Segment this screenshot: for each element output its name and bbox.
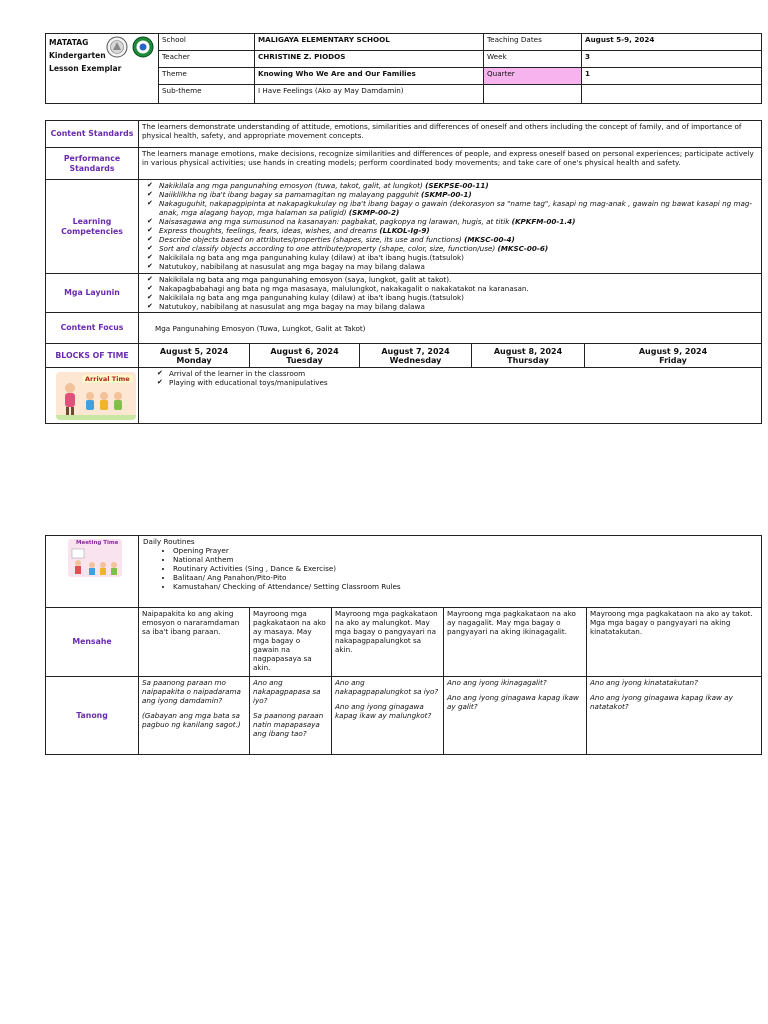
arrival-time-title: Arrival Time [82,375,133,383]
day-header-tuesday: August 6, 2024 Tuesday [250,344,360,368]
daily-routines-heading: Daily Routines [143,537,195,546]
school-value: MALIGAYA ELEMENTARY SCHOOL [255,34,484,51]
arrival-item: ✔ Playing with educational toys/manipulatives [155,378,758,387]
competency-item: ✔ Naiiklilkha ng iba't ibang bagay sa pamamagitan ng malayang pagguhit (SKMP-00-1) [145,190,758,199]
competency-item: ✔ Natutukoy, nabibilang at nasusulat ang mga bagay na may bilang dalawa [145,262,758,271]
learning-competencies-label: Learning Competencies [46,180,139,274]
tanong-thursday: Ano ang iyong ikinagagalit? Ano ang iyong ginagawa kapag ikaw ay galit? [444,677,587,755]
competency-item: ✔ Sort and classify objects according to one attribute/property (shape, color, size, function/use) (MKSC-00-6) [145,244,758,253]
competency-item: ✔ Express thoughts, feelings, fears, ideas, wishes, and dreams (LLKOL-Ig-9) [145,226,758,235]
mga-layunin-list [145,275,758,311]
header-title-cell [46,34,159,104]
week-label: Week [484,51,582,68]
day-header-thursday: August 8, 2024 Thursday [472,344,585,368]
tanong-monday: Sa paanong paraan mo naipapakita o naipadarama ang iyong damdamin? (Gabayan ang mga bata sa pagbuo ng kanilang sagot.) [139,677,250,755]
day-header-monday: August 5, 2024 Monday [139,344,250,368]
theme-label: Theme [159,68,255,85]
mensahe-monday: Naipapakita ko ang aking emosyon o nararamdaman sa iba't ibang paraan. [139,608,250,677]
teacher-value: CHRISTINE Z. PIODOS [255,51,484,68]
meeting-time-table [45,535,762,755]
empty-cell [582,85,762,104]
mensahe-wednesday: Mayroong mga pagkakataon na ako ay malungkot. May mga bagay o pangyayari na nakapagpapalungkot sa akin. [332,608,444,677]
arrival-time-image [56,372,136,420]
tanong-friday: Ano ang iyong kinatatakutan? Ano ang iyong ginagawa kapag ikaw ay natatakot? [587,677,762,755]
school-label: School [159,34,255,51]
routine-item: • Opening Prayer [173,546,758,555]
meeting-time-image-cell [46,536,139,608]
dates-label: Teaching Dates [484,34,582,51]
layunin-item: ✔ Nakikilala ng bata ang mga pangunahing emosyon (saya, lungkot, galit at takot). [145,275,758,284]
tanong-tuesday: Ano ang nakapagpapasa sa iyo? Sa paanong paraan natin mapapasaya ang ibang tao? [250,677,332,755]
layunin-item: ✔ Nakikilala ng bata ang mga pangunahing kulay (dilaw) at iba't ibang hugis.(tatsulok) [145,293,758,302]
title-line-1: MATATAG [49,38,89,47]
meeting-time-image [68,539,122,577]
mensahe-thursday: Mayroong mga pagkakataon na ako ay nagagalit. May mga bagay o pangyayari na aking ikinagagalit. [444,608,587,677]
teacher-label: Teacher [159,51,255,68]
header-table [45,33,762,104]
layunin-item: ✔ Natutukoy, nabibilang at nasusulat ang mga bagay na may bilang dalawa [145,302,758,311]
lesson-table [45,120,762,424]
content-standards-label: Content Standards [46,121,139,148]
theme-value: Knowing Who We Are and Our Families [255,68,484,85]
mensahe-friday: Mayroong mga pagkakataon na ako ay takot. Mga mga bagay o pangyayari na aking kinatatakutan. [587,608,762,677]
performance-standards-text: The learners manage emotions, make decisions, recognize similarities and differences of people, and express oneself based on personal experiences; participate actively in various physical activities; use hands in creating models; perform coordinated body movements; and take care of one's physical health and safety. [139,148,762,180]
blocks-of-time-label: BLOCKS OF TIME [46,344,139,368]
learning-competencies-list [145,181,758,271]
learning-competencies-cell [139,180,762,274]
mensahe-tuesday: Mayroong mga pagkakataon na ako ay masaya. May mga bagay o gawain na nagpapasaya sa akin. [250,608,332,677]
tanong-label: Tanong [46,677,139,755]
mga-layunin-label: Mga Layunin [46,274,139,313]
content-focus-text: Mga Pangunahing Emosyon (Tuwa, Lungkot, Galit at Takot) [139,313,762,344]
dates-value: August 5-9, 2024 [582,34,762,51]
classroom-illustration-icon [68,539,122,577]
subtheme-label: Sub-theme [159,85,255,104]
routine-item: • Kamustahan/ Checking of Attendance/ Setting Classroom Rules [173,582,758,591]
competency-item: ✔ Naisasagawa ang mga sumusunod na kasanayan: pagbakat, pagkopya ng larawan, hugis, at titik (KPKFM-00-1.4) [145,217,758,226]
performance-standards-label: Performance Standards [46,148,139,180]
routine-item: • Balitaan/ Ang Panahon/Pito-Pito [173,573,758,582]
arrival-time-cell [139,368,762,424]
quarter-value: 1 [582,68,762,85]
daily-routines-list [143,546,758,591]
day-header-wednesday: August 7, 2024 Wednesday [360,344,472,368]
arrival-time-image-cell [46,368,139,424]
mga-layunin-cell [139,274,762,313]
competency-item: ✔ Nakaguguhit, nakapagpipinta at nakapagkukulay ng iba't ibang bagay o gawain (dekorasyon sa "name tag", kasapi ng mag-anak , gawain ng bawat kasapi ng mag-anak, mga alagang hayop, mga halaman sa paligid) (SKMP-00-2) [145,199,758,217]
deped-seal-icon [106,36,128,58]
day-header-friday: August 9, 2024 Friday [585,344,762,368]
empty-cell [484,85,582,104]
competency-item: ✔ Nakikilala ang mga pangunahing emosyon (tuwa, takot, galit, at lungkot) (SEKPSE-00-11) [145,181,758,190]
week-value: 3 [582,51,762,68]
mensahe-label: Mensahe [46,608,139,677]
subtheme-value: I Have Feelings (Ako ay May Damdamin) [255,85,484,104]
quarter-label: Quarter [484,68,582,85]
tanong-wednesday: Ano ang nakapagpapalungkot sa iyo? Ano ang iyong ginagawa kapag ikaw ay malungkot? [332,677,444,755]
content-standards-text: The learners demonstrate understanding of attitude, emotions, similarities and differences of oneself and others including the concept of family, and of importance of physical health, safety, and appropriate movement concepts. [139,121,762,148]
competency-item: ✔ Nakikilala ng bata ang mga pangunahing kulay (dilaw) at iba't ibang hugis.(tatsulok) [145,253,758,262]
content-focus-label: Content Focus [46,313,139,344]
arrival-time-list [155,369,758,387]
title-line-2: Kindergarten [49,51,106,60]
meeting-time-cell [139,536,762,608]
routine-item: • National Anthem [173,555,758,564]
children-illustration-icon [56,372,136,420]
school-seal-icon [132,36,154,58]
arrival-item: ✔ Arrival of the learner in the classroom [155,369,758,378]
meeting-time-title: Meeting Time [76,540,119,546]
title-line-3: Lesson Exemplar [49,64,122,73]
layunin-item: ✔ Nakapagbabahagi ang bata ng mga masasaya, malulungkot, nakakagalit o nakakatakot na karanasan. [145,284,758,293]
routine-item: • Routinary Activities (Sing , Dance & Exercise) [173,564,758,573]
competency-item: ✔ Describe objects based on attributes/properties (shapes, size, its use and functions) (MKSC-00-4) [145,235,758,244]
